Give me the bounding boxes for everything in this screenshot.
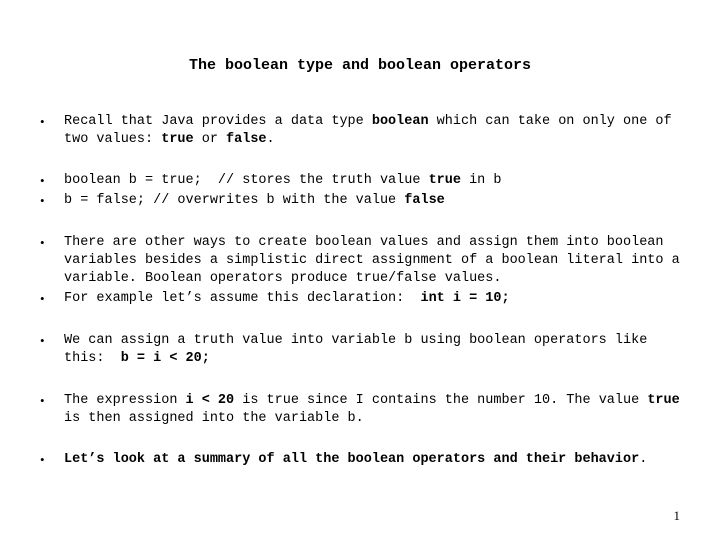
bullet-text — [64, 290, 680, 308]
text-segment-bold: int i = 10; — [420, 291, 510, 306]
text-segment: The expression — [64, 393, 186, 408]
text-segment: is then assigned into the variable b. — [64, 393, 688, 426]
text-segment: There are other ways to create boolean values and assign them into boolean variables besides a simplistic direct assignment of a boolean literal into a variable. Boolean operators produce true/false values. — [64, 235, 688, 286]
bullet-icon: • — [40, 452, 45, 467]
bullet-icon: • — [40, 173, 45, 188]
bullet-item — [40, 172, 680, 190]
bullet-item — [40, 451, 680, 469]
text-segment: b = false; // overwrites b with the value — [64, 193, 405, 208]
text-segment: Recall that Java provides a data type — [64, 114, 372, 129]
text-segment: For example let’s assume this declaration: — [64, 291, 421, 306]
text-segment: is true since I contains the number 10. The value — [234, 393, 648, 408]
text-segment-bold: false — [404, 193, 445, 208]
text-segment-bold: false — [226, 132, 267, 147]
bullet-text — [64, 172, 680, 190]
text-segment-bold: true — [428, 173, 461, 188]
text-segment-bold: b = i < 20; — [120, 351, 210, 366]
bullet-text — [64, 392, 688, 428]
bullet-text — [64, 113, 680, 149]
bullet-icon: • — [40, 235, 45, 250]
slide-title: The boolean type and boolean operators — [188, 57, 532, 74]
text-segment: . — [639, 452, 648, 467]
bullet-text — [64, 451, 680, 469]
text-segment: which can take on only one of two values: — [64, 114, 680, 147]
bullet-icon: • — [40, 114, 45, 129]
bullet-item — [40, 113, 680, 149]
text-segment: We can assign a truth value into variable b using boolean operators like this: — [64, 333, 656, 366]
bullet-text — [64, 234, 688, 288]
bullet-icon: • — [40, 291, 45, 306]
bullet-item — [40, 392, 688, 428]
bullet-item — [40, 192, 680, 210]
text-segment: . — [266, 132, 275, 147]
bullet-text — [64, 332, 680, 368]
text-segment-bold: true — [647, 393, 680, 408]
text-segment: boolean b = true; // stores the truth value — [64, 173, 429, 188]
bullet-text — [64, 192, 680, 210]
page-number: 1 — [673, 508, 680, 523]
text-segment: or — [193, 132, 227, 147]
text-segment-bold: i < 20 — [185, 393, 235, 408]
bullet-icon: • — [40, 393, 45, 408]
text-segment: in b — [460, 173, 502, 188]
bullet-icon: • — [40, 193, 45, 208]
text-segment-bold: true — [161, 132, 194, 147]
bullet-icon: • — [40, 333, 45, 348]
text-segment-bold: boolean — [371, 114, 429, 129]
bullet-item — [40, 234, 688, 288]
bullet-item — [40, 332, 680, 368]
text-segment-bold: Let’s look at a summary of all the boolean operators and their behavior — [64, 452, 640, 467]
bullet-item — [40, 290, 680, 308]
